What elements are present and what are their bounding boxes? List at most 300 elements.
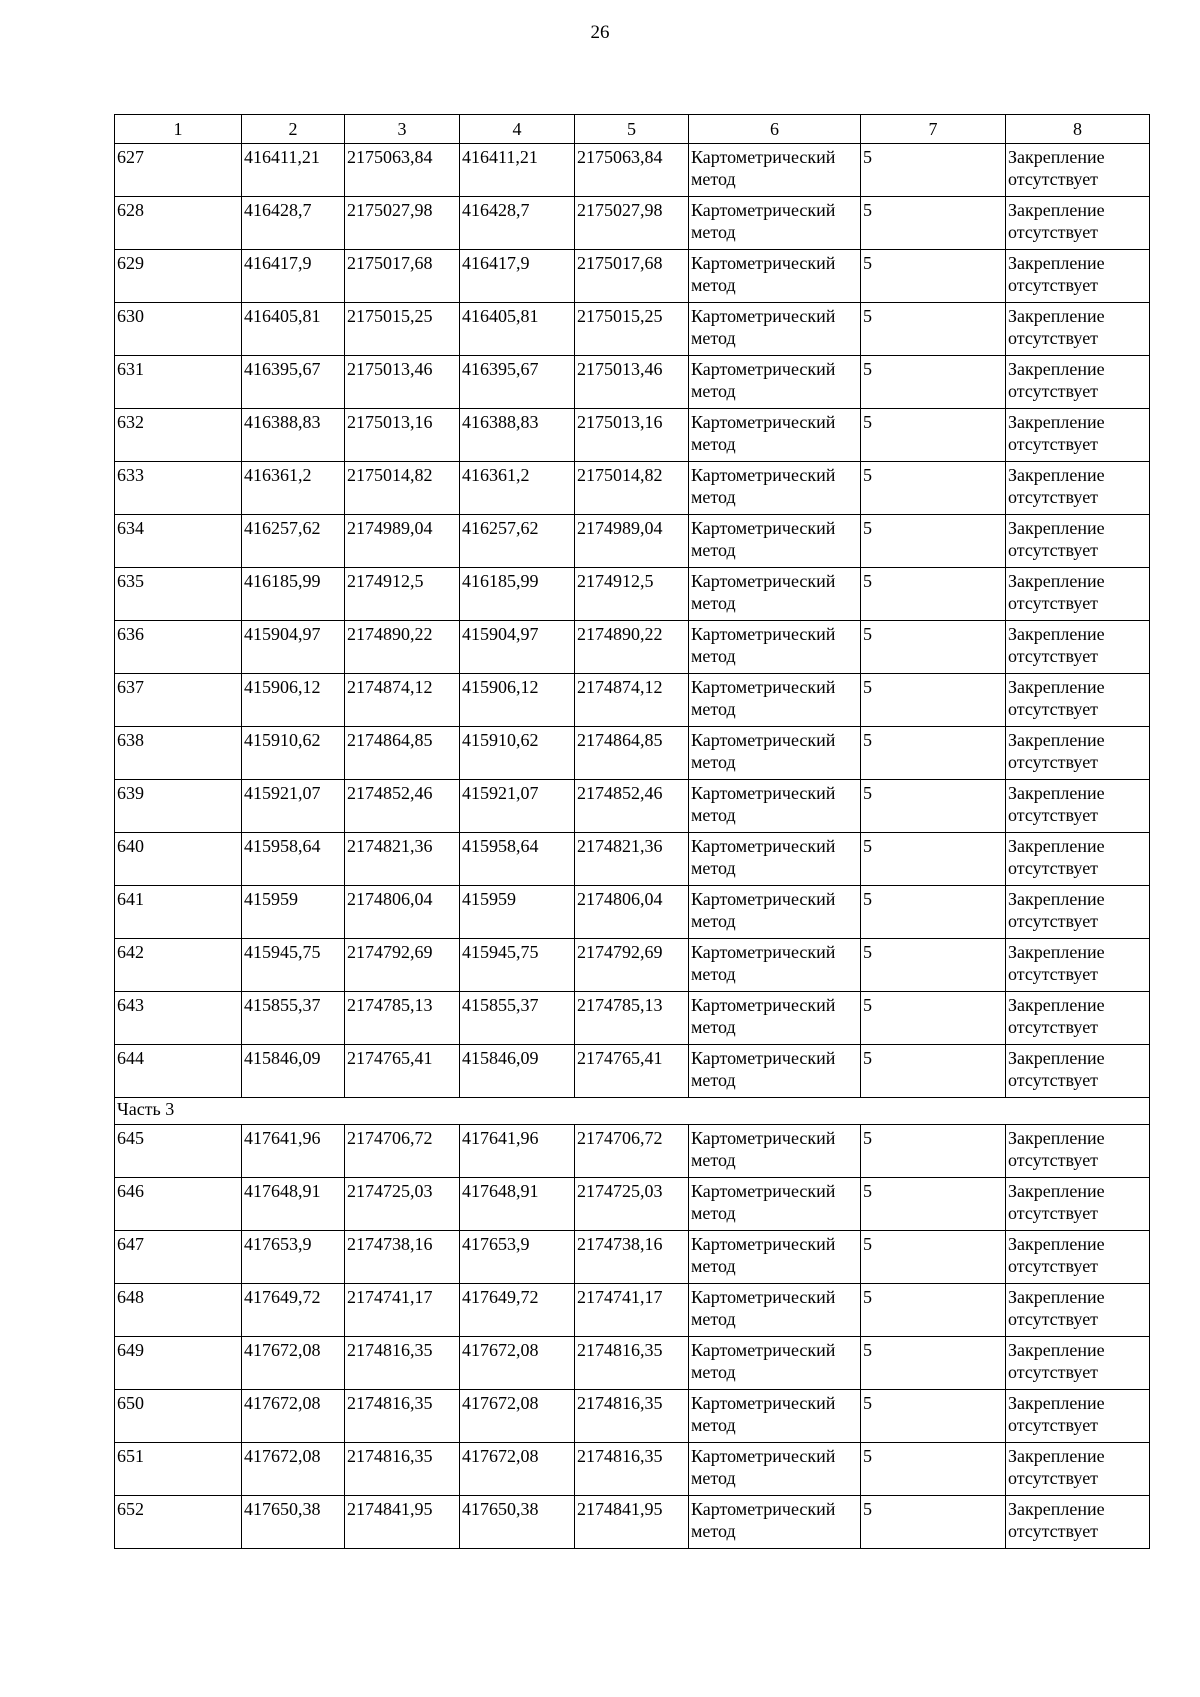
cell-line: метод bbox=[691, 1309, 736, 1329]
table-cell bbox=[1006, 621, 1150, 674]
table-cell: 2175013,16 bbox=[575, 409, 689, 462]
table-cell: 2174741,17 bbox=[575, 1284, 689, 1337]
cell-line: Закрепление bbox=[1008, 1446, 1105, 1466]
cell-line: Картометрический bbox=[691, 253, 836, 273]
table-cell: 2174725,03 bbox=[345, 1178, 460, 1231]
table-row bbox=[115, 1178, 1150, 1231]
table-cell: 5 bbox=[861, 833, 1006, 886]
table-cell bbox=[689, 1231, 861, 1284]
table-cell bbox=[689, 356, 861, 409]
table-cell: 5 bbox=[861, 1496, 1006, 1549]
table-cell: 5 bbox=[861, 568, 1006, 621]
table-cell: 5 bbox=[861, 250, 1006, 303]
table-cell: 415959 bbox=[460, 886, 575, 939]
table-cell: 2174806,04 bbox=[575, 886, 689, 939]
table-cell: 2174821,36 bbox=[575, 833, 689, 886]
table-cell: 2174841,95 bbox=[575, 1496, 689, 1549]
cell-line: метод bbox=[691, 169, 736, 189]
table-cell: 5 bbox=[861, 727, 1006, 780]
table-cell: 417672,08 bbox=[460, 1390, 575, 1443]
table-cell: 5 bbox=[861, 1337, 1006, 1390]
table-cell bbox=[1006, 303, 1150, 356]
cell-line: Картометрический bbox=[691, 836, 836, 856]
table-cell: 2174738,16 bbox=[345, 1231, 460, 1284]
table-cell: 2175027,98 bbox=[345, 197, 460, 250]
table-cell: 415958,64 bbox=[460, 833, 575, 886]
table-row bbox=[115, 780, 1150, 833]
header-cell: 7 bbox=[861, 115, 1006, 144]
table-cell: 5 bbox=[861, 515, 1006, 568]
table-row bbox=[115, 939, 1150, 992]
table-row bbox=[115, 1337, 1150, 1390]
cell-line: метод bbox=[691, 1150, 736, 1170]
cell-line: Картометрический bbox=[691, 147, 836, 167]
table-row bbox=[115, 250, 1150, 303]
cell-line: Закрепление bbox=[1008, 836, 1105, 856]
table-cell: 416428,7 bbox=[242, 197, 345, 250]
cell-line: отсутствует bbox=[1008, 275, 1099, 295]
table-cell: 646 bbox=[115, 1178, 242, 1231]
table-cell: 5 bbox=[861, 197, 1006, 250]
table-cell bbox=[1006, 462, 1150, 515]
table-cell: 415910,62 bbox=[460, 727, 575, 780]
table-cell bbox=[1006, 886, 1150, 939]
table-cell: 415958,64 bbox=[242, 833, 345, 886]
cell-line: Закрепление bbox=[1008, 1128, 1105, 1148]
table-cell: 2175027,98 bbox=[575, 197, 689, 250]
cell-line: метод bbox=[691, 275, 736, 295]
cell-line: Закрепление bbox=[1008, 1287, 1105, 1307]
table-cell: 2174725,03 bbox=[575, 1178, 689, 1231]
cell-line: отсутствует bbox=[1008, 593, 1099, 613]
table-cell: 417641,96 bbox=[460, 1125, 575, 1178]
table-cell bbox=[689, 727, 861, 780]
table-cell: 2174890,22 bbox=[345, 621, 460, 674]
table-cell: 416388,83 bbox=[460, 409, 575, 462]
table-cell: 627 bbox=[115, 144, 242, 197]
cell-line: метод bbox=[691, 593, 736, 613]
table-row bbox=[115, 568, 1150, 621]
table-cell: 417649,72 bbox=[242, 1284, 345, 1337]
table-cell: 2174864,85 bbox=[575, 727, 689, 780]
cell-line: метод bbox=[691, 699, 736, 719]
table-cell: 416405,81 bbox=[460, 303, 575, 356]
table-cell: 417672,08 bbox=[242, 1390, 345, 1443]
table-cell bbox=[689, 1284, 861, 1337]
table-cell: 416388,83 bbox=[242, 409, 345, 462]
table-cell bbox=[1006, 1231, 1150, 1284]
table-row bbox=[115, 1125, 1150, 1178]
table-cell bbox=[689, 197, 861, 250]
table-cell: 651 bbox=[115, 1443, 242, 1496]
table-cell bbox=[689, 992, 861, 1045]
cell-line: Закрепление bbox=[1008, 465, 1105, 485]
cell-line: Картометрический bbox=[691, 518, 836, 538]
table-cell: 416428,7 bbox=[460, 197, 575, 250]
cell-line: Закрепление bbox=[1008, 200, 1105, 220]
cell-line: Картометрический bbox=[691, 677, 836, 697]
table-cell: 648 bbox=[115, 1284, 242, 1337]
table-cell bbox=[1006, 727, 1150, 780]
cell-line: Закрепление bbox=[1008, 1234, 1105, 1254]
table-cell bbox=[1006, 939, 1150, 992]
table-cell: 416185,99 bbox=[460, 568, 575, 621]
table-cell: 2175013,46 bbox=[345, 356, 460, 409]
table-cell: 415906,12 bbox=[242, 674, 345, 727]
table-cell bbox=[1006, 1284, 1150, 1337]
table-cell: 644 bbox=[115, 1045, 242, 1098]
table-cell: 415959 bbox=[242, 886, 345, 939]
table-cell: 5 bbox=[861, 992, 1006, 1045]
table-cell: 643 bbox=[115, 992, 242, 1045]
cell-line: отсутствует bbox=[1008, 1150, 1099, 1170]
table-cell: 2175014,82 bbox=[345, 462, 460, 515]
table-cell: 416395,67 bbox=[460, 356, 575, 409]
table-cell bbox=[689, 674, 861, 727]
cell-line: метод bbox=[691, 487, 736, 507]
table-row bbox=[115, 197, 1150, 250]
table-cell: 2174841,95 bbox=[345, 1496, 460, 1549]
table-cell: 416257,62 bbox=[242, 515, 345, 568]
table-cell bbox=[689, 621, 861, 674]
table-cell: 415906,12 bbox=[460, 674, 575, 727]
table-cell: 2174738,16 bbox=[575, 1231, 689, 1284]
cell-line: Закрепление bbox=[1008, 889, 1105, 909]
table-cell: 5 bbox=[861, 939, 1006, 992]
table-cell bbox=[1006, 992, 1150, 1045]
table-cell bbox=[1006, 515, 1150, 568]
table-cell: 635 bbox=[115, 568, 242, 621]
table-cell bbox=[1006, 1125, 1150, 1178]
table-cell: 415945,75 bbox=[242, 939, 345, 992]
table-cell: 417641,96 bbox=[242, 1125, 345, 1178]
table-cell: 416257,62 bbox=[460, 515, 575, 568]
cell-line: Картометрический bbox=[691, 1128, 836, 1148]
table-cell bbox=[1006, 1337, 1150, 1390]
cell-line: Закрепление bbox=[1008, 571, 1105, 591]
table-cell: 415904,97 bbox=[242, 621, 345, 674]
table-cell: 2174792,69 bbox=[575, 939, 689, 992]
table-cell bbox=[689, 1496, 861, 1549]
table-body bbox=[115, 144, 1150, 1549]
cell-line: Картометрический bbox=[691, 995, 836, 1015]
table-cell: 417653,9 bbox=[242, 1231, 345, 1284]
cell-line: метод bbox=[691, 1521, 736, 1541]
cell-line: отсутствует bbox=[1008, 1362, 1099, 1382]
cell-line: метод bbox=[691, 964, 736, 984]
coordinates-table bbox=[114, 114, 1150, 1549]
table-cell: 638 bbox=[115, 727, 242, 780]
table-cell: 2174706,72 bbox=[345, 1125, 460, 1178]
table-cell: 2174821,36 bbox=[345, 833, 460, 886]
cell-line: отсутствует bbox=[1008, 487, 1099, 507]
header-cell: 4 bbox=[460, 115, 575, 144]
table-cell: 415945,75 bbox=[460, 939, 575, 992]
table-cell: 2174864,85 bbox=[345, 727, 460, 780]
cell-line: Картометрический bbox=[691, 1287, 836, 1307]
table-cell bbox=[1006, 1443, 1150, 1496]
table-cell: 5 bbox=[861, 674, 1006, 727]
table-cell: 649 bbox=[115, 1337, 242, 1390]
table-cell: 630 bbox=[115, 303, 242, 356]
table-cell: 629 bbox=[115, 250, 242, 303]
table-cell: 416361,2 bbox=[460, 462, 575, 515]
table-cell bbox=[689, 144, 861, 197]
table-cell: 642 bbox=[115, 939, 242, 992]
table-cell: 417650,38 bbox=[242, 1496, 345, 1549]
cell-line: Закрепление bbox=[1008, 677, 1105, 697]
cell-line: Закрепление bbox=[1008, 1340, 1105, 1360]
table-cell bbox=[689, 886, 861, 939]
cell-line: отсутствует bbox=[1008, 752, 1099, 772]
cell-line: метод bbox=[691, 1362, 736, 1382]
table-cell bbox=[1006, 568, 1150, 621]
table-row bbox=[115, 886, 1150, 939]
table-row bbox=[115, 621, 1150, 674]
table-cell bbox=[1006, 356, 1150, 409]
table-cell: 628 bbox=[115, 197, 242, 250]
header-cell: 2 bbox=[242, 115, 345, 144]
table-cell: 2174852,46 bbox=[575, 780, 689, 833]
table-cell: 5 bbox=[861, 1390, 1006, 1443]
table-cell: 416361,2 bbox=[242, 462, 345, 515]
table-cell bbox=[689, 568, 861, 621]
cell-line: метод bbox=[691, 805, 736, 825]
table-cell: 5 bbox=[861, 303, 1006, 356]
table-cell bbox=[1006, 250, 1150, 303]
table-cell bbox=[1006, 833, 1150, 886]
table-row bbox=[115, 515, 1150, 568]
cell-line: Картометрический bbox=[691, 465, 836, 485]
cell-line: отсутствует bbox=[1008, 646, 1099, 666]
table-cell: 5 bbox=[861, 1231, 1006, 1284]
table-cell bbox=[1006, 780, 1150, 833]
cell-line: метод bbox=[691, 752, 736, 772]
table-cell bbox=[1006, 1496, 1150, 1549]
table-cell: 415855,37 bbox=[460, 992, 575, 1045]
page-number: 26 bbox=[590, 22, 610, 43]
table-cell: 632 bbox=[115, 409, 242, 462]
table-cell: 416411,21 bbox=[460, 144, 575, 197]
table-cell: 2174874,12 bbox=[575, 674, 689, 727]
table-row bbox=[115, 409, 1150, 462]
table-cell: 2174874,12 bbox=[345, 674, 460, 727]
table-cell: 641 bbox=[115, 886, 242, 939]
table-row bbox=[115, 727, 1150, 780]
cell-line: отсутствует bbox=[1008, 328, 1099, 348]
cell-line: метод bbox=[691, 222, 736, 242]
cell-line: отсутствует bbox=[1008, 911, 1099, 931]
cell-line: Закрепление bbox=[1008, 995, 1105, 1015]
table-cell: 2174785,13 bbox=[575, 992, 689, 1045]
table-row bbox=[115, 303, 1150, 356]
cell-line: Картометрический bbox=[691, 783, 836, 803]
table-cell: 633 bbox=[115, 462, 242, 515]
cell-line: Картометрический bbox=[691, 412, 836, 432]
table-cell: 2174816,35 bbox=[575, 1337, 689, 1390]
table-cell: 417672,08 bbox=[242, 1443, 345, 1496]
table-cell: 5 bbox=[861, 1125, 1006, 1178]
table-cell: 2175063,84 bbox=[345, 144, 460, 197]
table-row bbox=[115, 462, 1150, 515]
cell-line: Закрепление bbox=[1008, 1048, 1105, 1068]
table-cell: 2174989,04 bbox=[345, 515, 460, 568]
table-cell: 416405,81 bbox=[242, 303, 345, 356]
cell-line: Закрепление bbox=[1008, 1499, 1105, 1519]
cell-line: отсутствует bbox=[1008, 699, 1099, 719]
header-cell: 1 bbox=[115, 115, 242, 144]
table-row bbox=[115, 1045, 1150, 1098]
table-cell: 2174912,5 bbox=[575, 568, 689, 621]
table-cell: 417650,38 bbox=[460, 1496, 575, 1549]
cell-line: Закрепление bbox=[1008, 306, 1105, 326]
header-cell: 8 bbox=[1006, 115, 1150, 144]
cell-line: Закрепление bbox=[1008, 359, 1105, 379]
table-cell: 2174785,13 bbox=[345, 992, 460, 1045]
table-cell: 5 bbox=[861, 144, 1006, 197]
cell-line: метод bbox=[691, 434, 736, 454]
table-cell: 5 bbox=[861, 621, 1006, 674]
table-cell: 634 bbox=[115, 515, 242, 568]
cell-line: Картометрический bbox=[691, 306, 836, 326]
table-cell bbox=[689, 780, 861, 833]
cell-line: Закрепление bbox=[1008, 942, 1105, 962]
table-cell: 650 bbox=[115, 1390, 242, 1443]
table-row bbox=[115, 674, 1150, 727]
table-row bbox=[115, 1231, 1150, 1284]
table-cell: 2174989,04 bbox=[575, 515, 689, 568]
table-cell bbox=[689, 250, 861, 303]
cell-line: метод bbox=[691, 381, 736, 401]
cell-line: отсутствует bbox=[1008, 1256, 1099, 1276]
cell-line: Картометрический bbox=[691, 1181, 836, 1201]
cell-line: Картометрический bbox=[691, 942, 836, 962]
table-cell: 2174741,17 bbox=[345, 1284, 460, 1337]
table-cell: 417672,08 bbox=[460, 1337, 575, 1390]
table-cell: 415921,07 bbox=[242, 780, 345, 833]
table-cell: 2175015,25 bbox=[575, 303, 689, 356]
table-cell: 2174852,46 bbox=[345, 780, 460, 833]
table-cell: 415846,09 bbox=[460, 1045, 575, 1098]
cell-line: отсутствует bbox=[1008, 1017, 1099, 1037]
cell-line: отсутствует bbox=[1008, 169, 1099, 189]
table-cell: 2174816,35 bbox=[575, 1443, 689, 1496]
table-cell: 5 bbox=[861, 356, 1006, 409]
table-cell: 2175013,16 bbox=[345, 409, 460, 462]
table-cell bbox=[689, 833, 861, 886]
table-cell: 2175014,82 bbox=[575, 462, 689, 515]
table-row bbox=[115, 992, 1150, 1045]
section-row bbox=[115, 1098, 1150, 1125]
table-cell: 636 bbox=[115, 621, 242, 674]
header-row bbox=[115, 115, 1150, 144]
table-cell: 2174816,35 bbox=[575, 1390, 689, 1443]
table-cell: 415855,37 bbox=[242, 992, 345, 1045]
table-cell: 2174816,35 bbox=[345, 1390, 460, 1443]
table-cell: 2175013,46 bbox=[575, 356, 689, 409]
table-cell bbox=[689, 1443, 861, 1496]
table-cell: 639 bbox=[115, 780, 242, 833]
cell-line: отсутствует bbox=[1008, 1309, 1099, 1329]
table-cell bbox=[689, 1390, 861, 1443]
table-cell: 416185,99 bbox=[242, 568, 345, 621]
cell-line: отсутствует bbox=[1008, 1415, 1099, 1435]
header-cell: 5 bbox=[575, 115, 689, 144]
table-cell bbox=[689, 303, 861, 356]
table-cell bbox=[1006, 1390, 1150, 1443]
cell-line: Картометрический bbox=[691, 571, 836, 591]
cell-line: отсутствует bbox=[1008, 1521, 1099, 1541]
table-cell: 2174706,72 bbox=[575, 1125, 689, 1178]
table-header bbox=[115, 115, 1150, 144]
cell-line: Картометрический bbox=[691, 1446, 836, 1466]
table-cell: 417672,08 bbox=[242, 1337, 345, 1390]
table-cell: 415910,62 bbox=[242, 727, 345, 780]
table-cell: 415846,09 bbox=[242, 1045, 345, 1098]
table-cell bbox=[689, 515, 861, 568]
cell-line: Картометрический bbox=[691, 1393, 836, 1413]
cell-line: метод bbox=[691, 1017, 736, 1037]
cell-line: отсутствует bbox=[1008, 1468, 1099, 1488]
table-cell: 2174816,35 bbox=[345, 1443, 460, 1496]
cell-line: отсутствует bbox=[1008, 964, 1099, 984]
cell-line: Закрепление bbox=[1008, 730, 1105, 750]
table-cell bbox=[689, 409, 861, 462]
table-row bbox=[115, 1443, 1150, 1496]
table-cell bbox=[1006, 1178, 1150, 1231]
cell-line: отсутствует bbox=[1008, 1203, 1099, 1223]
table-cell: 417648,91 bbox=[242, 1178, 345, 1231]
table-cell: 417648,91 bbox=[460, 1178, 575, 1231]
table-row bbox=[115, 1390, 1150, 1443]
table-cell bbox=[689, 1178, 861, 1231]
cell-line: отсутствует bbox=[1008, 1070, 1099, 1090]
cell-line: метод bbox=[691, 858, 736, 878]
table-row bbox=[115, 833, 1150, 886]
cell-line: Картометрический bbox=[691, 200, 836, 220]
table-cell: 2174890,22 bbox=[575, 621, 689, 674]
table-cell: 417649,72 bbox=[460, 1284, 575, 1337]
table-cell bbox=[1006, 144, 1150, 197]
table-cell bbox=[1006, 409, 1150, 462]
cell-line: Картометрический bbox=[691, 1234, 836, 1254]
cell-line: метод bbox=[691, 1256, 736, 1276]
table-cell: 416417,9 bbox=[242, 250, 345, 303]
table-cell bbox=[689, 939, 861, 992]
cell-line: метод bbox=[691, 1415, 736, 1435]
cell-line: метод bbox=[691, 911, 736, 931]
header-cell: 6 bbox=[689, 115, 861, 144]
table-cell: 631 bbox=[115, 356, 242, 409]
table-cell: 2174765,41 bbox=[575, 1045, 689, 1098]
table-cell: 5 bbox=[861, 1045, 1006, 1098]
cell-line: отсутствует bbox=[1008, 434, 1099, 454]
cell-line: метод bbox=[691, 1468, 736, 1488]
table-cell: 640 bbox=[115, 833, 242, 886]
cell-line: Закрепление bbox=[1008, 783, 1105, 803]
cell-line: отсутствует bbox=[1008, 858, 1099, 878]
table-row bbox=[115, 1284, 1150, 1337]
table-cell: 2175017,68 bbox=[575, 250, 689, 303]
cell-line: отсутствует bbox=[1008, 222, 1099, 242]
cell-line: метод bbox=[691, 540, 736, 560]
cell-line: Закрепление bbox=[1008, 253, 1105, 273]
table-cell: 416411,21 bbox=[242, 144, 345, 197]
cell-line: Картометрический bbox=[691, 359, 836, 379]
table-cell bbox=[689, 1045, 861, 1098]
table-cell: 5 bbox=[861, 409, 1006, 462]
table-cell: 415921,07 bbox=[460, 780, 575, 833]
